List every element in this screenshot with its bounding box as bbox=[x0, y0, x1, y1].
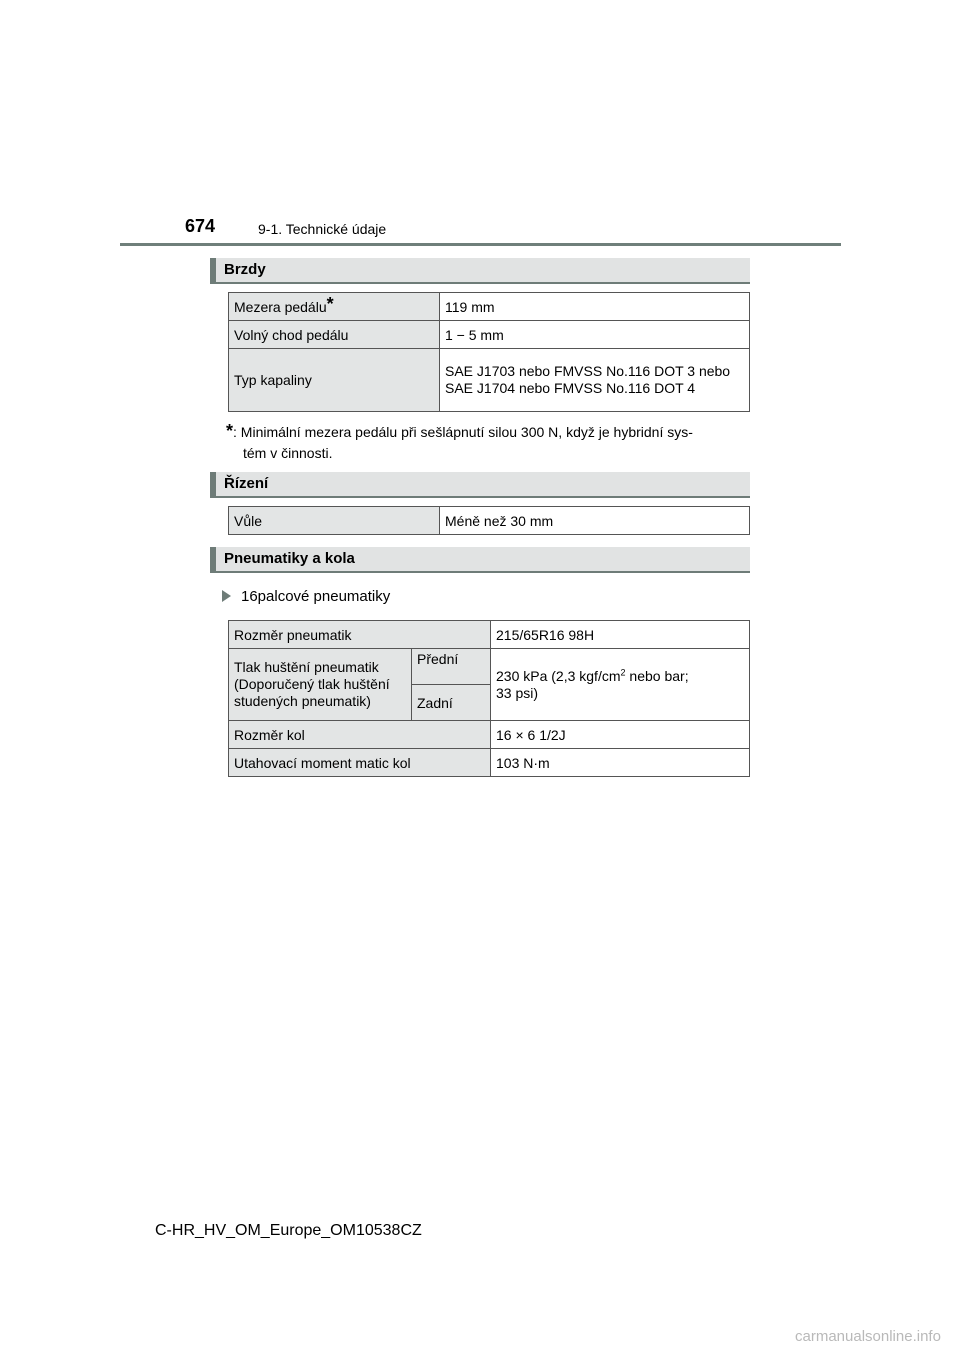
table-row bbox=[229, 293, 750, 321]
watermark[interactable]: carmanualsonline.info bbox=[795, 1328, 941, 1345]
tires-bullet bbox=[222, 588, 390, 605]
pressure-text: 230 kPa (2,3 kgf/cm bbox=[496, 667, 621, 684]
page-number: 674 bbox=[185, 216, 216, 236]
tires-table bbox=[228, 620, 750, 777]
table-row bbox=[229, 621, 750, 649]
table-cell: Tlak huštění pneumatik (Doporučený tlak huštění studených pneumatik) bbox=[229, 649, 412, 721]
header-rule bbox=[120, 243, 841, 246]
footnote-mark: * bbox=[326, 293, 334, 314]
table-cell: Rozměr kol bbox=[229, 721, 491, 749]
table-cell: 119 mm bbox=[440, 293, 750, 321]
table-cell: Utahovací moment matic kol bbox=[229, 749, 491, 777]
bullet-text: 16palcové pneumatiky bbox=[241, 588, 391, 605]
brakes-footnote bbox=[226, 421, 746, 464]
steering-heading: Řízení bbox=[210, 472, 750, 498]
steering-table bbox=[228, 506, 750, 535]
table-row bbox=[229, 749, 750, 777]
table-cell: 103 N·m bbox=[491, 749, 750, 777]
table-cell: Rozměr pneumatik bbox=[229, 621, 491, 649]
pressure-text: nebo bar; bbox=[625, 667, 689, 684]
footnote-text: : Minimální mezera pedálu při sešlápnutí silou 300 N, když je hybridní sys- bbox=[233, 424, 693, 440]
table-cell bbox=[229, 293, 440, 321]
table-cell: Typ kapaliny bbox=[229, 349, 440, 412]
table-cell: Méně než 30 mm bbox=[440, 507, 750, 535]
brakes-heading: Brzdy bbox=[210, 258, 750, 284]
table-cell: 215/65R16 98H bbox=[491, 621, 750, 649]
table-cell: Přední bbox=[412, 649, 491, 685]
table-cell: Volný chod pedálu bbox=[229, 321, 440, 349]
table-cell: Vůle bbox=[229, 507, 440, 535]
table-row bbox=[229, 649, 750, 685]
footnote-mark: * bbox=[226, 421, 234, 441]
table-cell bbox=[491, 649, 750, 721]
section-title: 9-1. Technické údaje bbox=[258, 221, 387, 237]
superscript: 2 bbox=[620, 666, 626, 677]
table-cell: Zadní bbox=[412, 685, 491, 721]
table-row bbox=[229, 721, 750, 749]
table-cell: 16 × 6 1/2J bbox=[491, 721, 750, 749]
cell-label: Mezera pedálu bbox=[234, 298, 327, 315]
triangle-bullet-icon bbox=[222, 590, 231, 602]
table-row bbox=[229, 349, 750, 412]
table-row bbox=[229, 507, 750, 535]
table-row bbox=[229, 321, 750, 349]
footer-doc-id: C-HR_HV_OM_Europe_OM10538CZ bbox=[155, 1222, 422, 1239]
tires-heading: Pneumatiky a kola bbox=[210, 547, 750, 573]
table-cell: 1 − 5 mm bbox=[440, 321, 750, 349]
pressure-text: 33 psi) bbox=[496, 684, 539, 701]
brakes-table bbox=[228, 292, 750, 412]
table-cell: SAE J1703 nebo FMVSS No.116 DOT 3 nebo SAE J1704 nebo FMVSS No.116 DOT 4 bbox=[440, 349, 750, 412]
footnote-text-cont: tém v činnosti. bbox=[243, 445, 333, 461]
